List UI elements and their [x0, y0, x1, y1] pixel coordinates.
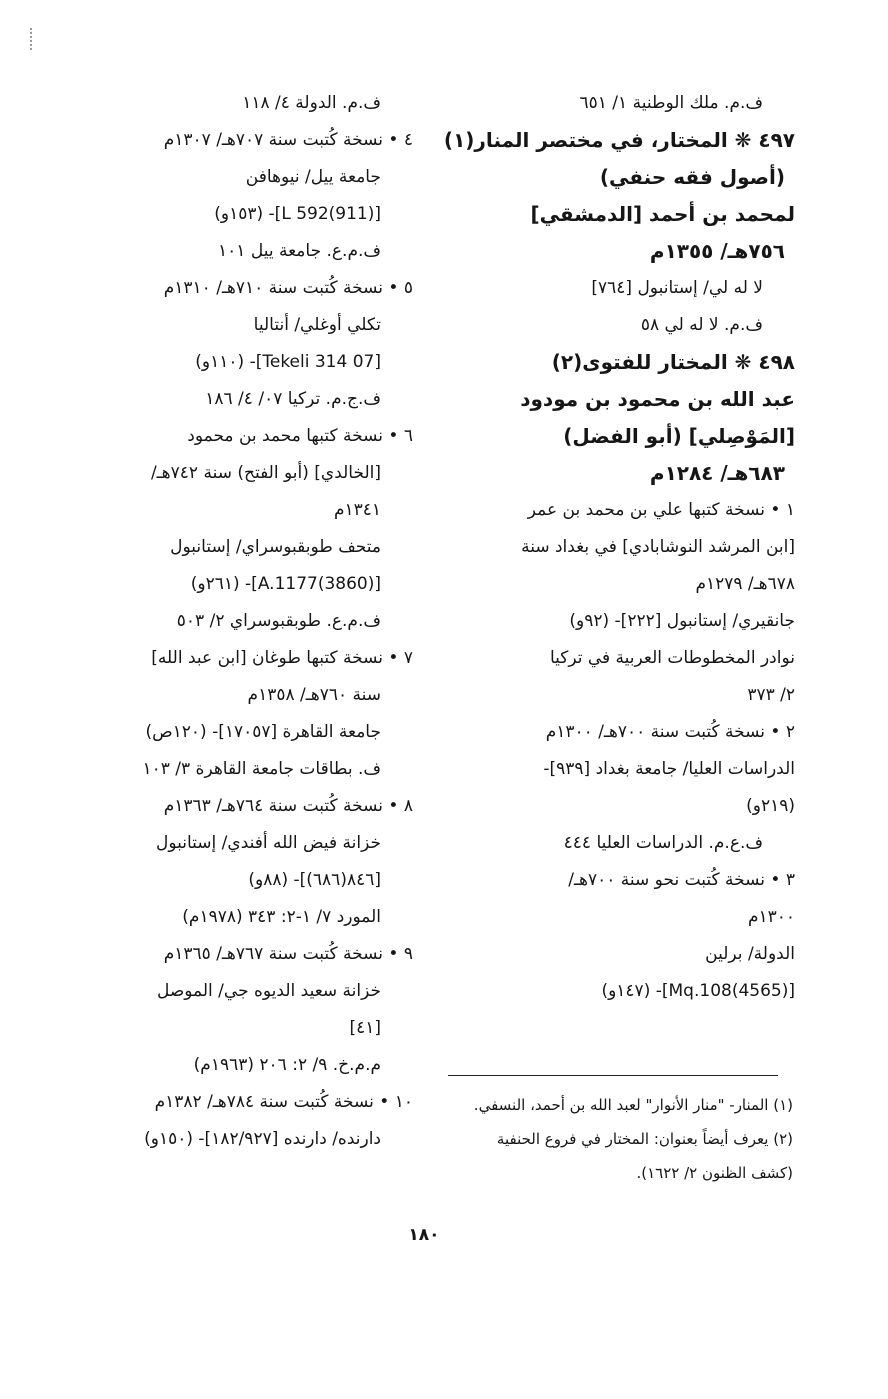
text-line: ف.ج.م. تركيا ٠٧/ ٤/ ١٨٦ [205, 389, 381, 409]
text-line: دارنده/ دارنده [١٨٢/٩٢٧]- (١٥٠و) [144, 1129, 381, 1149]
text-line: ف.ع.م. الدراسات العليا ٤٤٤ [563, 833, 763, 853]
text-line: [ابن المرشد النوشابادي] في بغداد سنة [521, 537, 795, 557]
text-line: عبد الله بن محمود بن مودود [520, 387, 795, 411]
text-line: ٢/ ٣٧٣ [747, 685, 795, 705]
text-line: ف.م. ملك الوطنية ١/ ٦٥١ [579, 93, 763, 113]
text-line: لمحمد بن أحمد [الدمشقي] [530, 202, 795, 226]
text-line: ٤٩٧ ❋ المختار، في مختصر المنار(١) [443, 128, 795, 152]
text-line: [المَوْصِلي] (أبو الفضل) [563, 424, 795, 448]
text-line: ١٣٤١م [333, 500, 381, 520]
text-line: ٩ • نسخة كُتبت سنة ٧٦٧هـ/ ١٣٦٥م [163, 944, 413, 964]
text-line: ٥ • نسخة كُتبت سنة ٧١٠هـ/ ١٣١٠م [163, 278, 413, 298]
text-line: ٤ • نسخة كُتبت سنة ٧٠٧هـ/ ١٣٠٧م [163, 130, 413, 150]
footnote-line: (كشف الظنون ٢/ ١٦٢٢). [636, 1164, 793, 1182]
text-line: م.م.خ. ٩/ ٢: ٢٠٦ (١٩٦٣م) [193, 1055, 381, 1075]
text-line: الدراسات العليا/ جامعة بغداد [٩٣٩]- [543, 759, 795, 779]
text-line: ف.م. الدولة ٤/ ١١٨ [242, 93, 381, 113]
text-line: ١ • نسخة كتبها علي بن محمد بن عمر [527, 500, 795, 520]
text-line: جامعة القاهرة [١٧٠٥٧]- (١٢٠ص) [145, 722, 381, 742]
text-line: جامعة ييل/ نيوهافن [245, 167, 381, 187]
text-line: ف.م.ع. طوبقبوسراي ٢/ ٥٠٣ [176, 611, 381, 631]
text-line: [L 592(911)]- (١٥٣و) [214, 204, 381, 224]
text-line: [Mq.108(4565)]- (١٤٧و) [601, 981, 795, 1001]
scan-mark [30, 28, 36, 50]
text-line: الدولة/ برلين [705, 944, 795, 964]
text-line: [الخالدي] (أبو الفتح) سنة ٧٤٢هـ/ [150, 463, 381, 483]
text-line: ٧٥٦هـ/ ١٣٥٥م [649, 239, 785, 263]
text-line: [٤١] [349, 1018, 381, 1038]
footnotes [448, 1088, 793, 1190]
text-line: ف.م.ع. جامعة ييل ١٠١ [218, 241, 381, 261]
text-line: ٤٩٨ ❋ المختار للفتوى(٢) [551, 350, 795, 374]
text-line: المورد ٧/ ١-٢: ٣٤٣ (١٩٧٨م) [182, 907, 381, 927]
text-line: [Tekeli 314 07]- (١١٠و) [195, 352, 381, 372]
text-line: ٣ • نسخة كُتبت نحو سنة ٧٠٠هـ/ [568, 870, 795, 890]
text-line: ٦٧٨هـ/ ١٢٧٩م [695, 574, 795, 594]
text-line: جانقيري/ إستانبول [٢٢٢]- (٩٢و) [569, 611, 795, 631]
text-line: سنة ٧٦٠هـ/ ١٣٥٨م [247, 685, 381, 705]
text-line: [٨٤٦(٦٨٦)]- (٨٨و) [248, 870, 381, 890]
text-line: [A.1177(3860)]- (٢٦١و) [190, 574, 381, 594]
text-line: خزانة سعيد الديوه جي/ الموصل [156, 981, 381, 1001]
text-line: ٦ • نسخة كتبها محمد بن محمود [187, 426, 413, 446]
page-number: ١٨٠ [408, 1225, 440, 1245]
text-line: ١٠ • نسخة كُتبت سنة ٧٨٤هـ/ ١٣٨٢م [154, 1092, 413, 1112]
text-line: (أصول فقه حنفي) [599, 165, 785, 189]
footnote-line: (١) المنار- "منار الأنوار" لعبد الله بن أحمد، النسفي. [473, 1096, 793, 1114]
text-line: ١٣٠٠م [747, 907, 795, 927]
text-line: (٢١٩و) [746, 796, 795, 816]
footnote-line: (٢) يعرف أيضاً بعنوان: المختار في فروع الحنفية [496, 1130, 793, 1148]
text-line: تكلي أوغلي/ أنتاليا [253, 315, 381, 335]
text-line: خزانة فيض الله أفندي/ إستانبول [155, 833, 381, 853]
text-line: نوادر المخطوطات العربية في تركيا [549, 648, 795, 668]
text-line: لا له لي/ إستانبول [٧٦٤] [591, 278, 763, 298]
text-line: ٦٨٣هـ/ ١٢٨٤م [649, 461, 785, 485]
text-line: متحف طوبقبوسراي/ إستانبول [170, 537, 381, 557]
text-line: ف. بطاقات جامعة القاهرة ٣/ ١٠٣ [142, 759, 381, 779]
text-line: ٨ • نسخة كُتبت سنة ٧٦٤هـ/ ١٣٦٣م [163, 796, 413, 816]
right-column [443, 85, 795, 1010]
left-column [68, 85, 413, 1158]
text-line: ف.م. لا له لي ٥٨ [640, 315, 763, 335]
footnote-divider [448, 1075, 778, 1076]
text-line: ٧ • نسخة كتبها طوغان [ابن عبد الله] [151, 648, 413, 668]
text-line: ٢ • نسخة كُتبت سنة ٧٠٠هـ/ ١٣٠٠م [545, 722, 795, 742]
